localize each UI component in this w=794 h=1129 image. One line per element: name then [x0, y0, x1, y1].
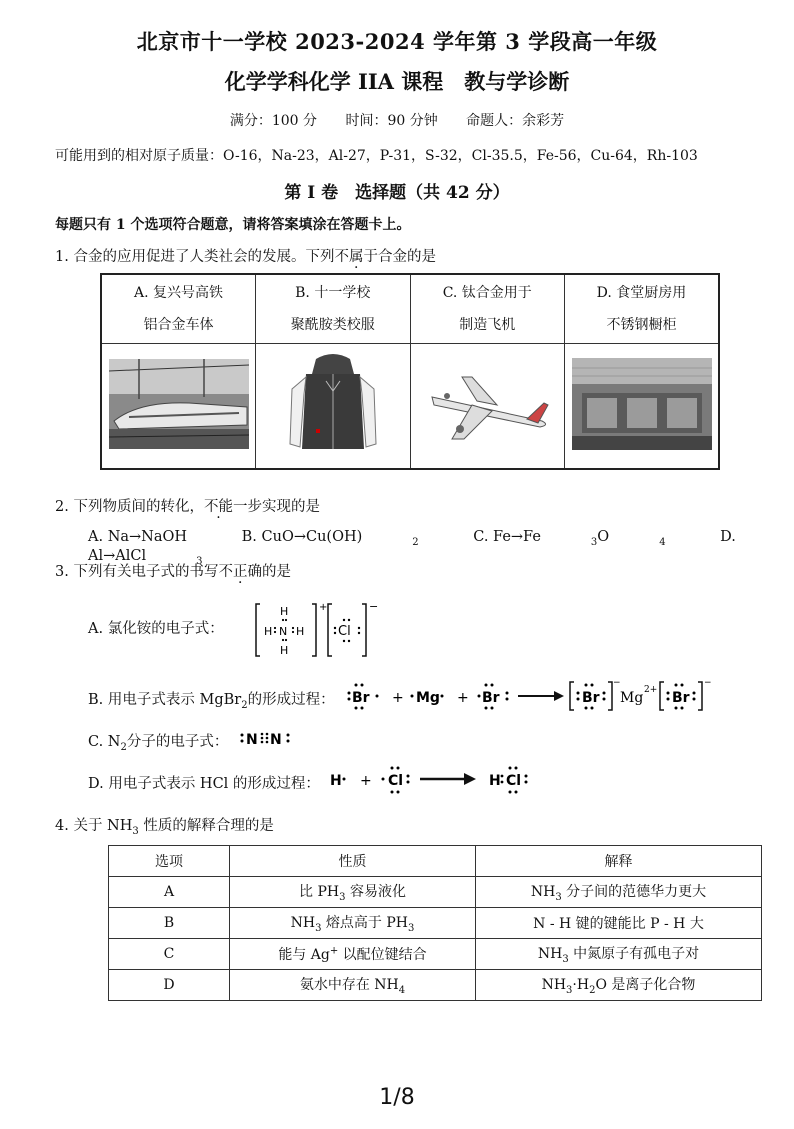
q4-header-explanation: 解释	[476, 846, 762, 877]
svg-text:N: N	[270, 732, 282, 748]
exam-time: 时间：90 分钟	[345, 113, 438, 129]
q4-table	[108, 845, 762, 1001]
exam-subtitle: 化学学科化学 IIA 课程 教与学诊断	[224, 69, 570, 94]
q4-property-cell: 比 $PH_3$ 容易液化	[230, 877, 476, 908]
exam-author: 命题人：余彩芳	[466, 113, 565, 129]
q2-option-b: B. CuO→Cu(OH) $_2$	[241, 529, 419, 548]
q2-stem-text-end: 一步实现的是	[232, 499, 320, 515]
svg-text:H: H	[264, 625, 273, 638]
q1-stem	[55, 245, 436, 266]
q2-stem-text: 2. 下列物质间的转化，	[55, 499, 204, 515]
svg-text:H: H	[330, 773, 342, 789]
q4-header-row	[109, 846, 762, 877]
q4-explanation-cell: $NH_3$ 分子间的范德华力更大	[476, 877, 762, 908]
q3-option-a-label: A. 氯化铵的电子式：	[88, 621, 224, 637]
svg-text:−: −	[704, 678, 712, 688]
svg-text:H: H	[280, 605, 289, 618]
atomic-masses: 可能用到的相对原子质量：O-16，Na-23，Al-27，P-31，S-32，Cl-35.5，Fe-56，Cu-64，Rh-103	[55, 148, 698, 164]
instruction: 每题只有 1 个选项符合题意，请将答案填涂在答题卡上。	[55, 217, 411, 233]
q3-option-c-label: C. $N_2$分子的电子式：	[88, 734, 229, 753]
uniform-image	[256, 344, 411, 470]
q4-explanation-cell: N - H 键的键能比 P - H 大	[476, 908, 762, 939]
svg-text:+: +	[319, 602, 328, 613]
svg-text:H: H	[280, 644, 289, 657]
train-image	[101, 344, 256, 470]
q4-header-property: 性质	[230, 846, 476, 877]
q4-explanation-cell: $NH_3\cdot H_2O$ 是离子化合物	[476, 970, 762, 1001]
q2-option-a: A. Na→NaOH	[88, 529, 188, 545]
svg-text:Mg: Mg	[416, 690, 440, 706]
q1-option-a: A. 复兴号高铁 铝合金车体	[101, 274, 256, 344]
kitchen-image	[565, 344, 720, 470]
airplane-image	[410, 344, 565, 470]
q1-options-table	[100, 273, 720, 470]
svg-text:+: +	[457, 690, 469, 706]
q3-option-d-label: D. 用电子式表示 HCl 的形成过程：	[88, 776, 320, 792]
svg-text:Br: Br	[672, 690, 690, 706]
q1-stem-text-end: 合金的是	[377, 249, 436, 265]
table-row	[109, 908, 762, 939]
svg-text:Cl: Cl	[338, 624, 351, 639]
svg-text:Br: Br	[352, 690, 370, 706]
svg-text:H: H	[296, 625, 305, 638]
q4-property-cell: 能与 Ag+ 以配位键结合	[230, 939, 476, 970]
svg-text:Mg: Mg	[620, 690, 644, 706]
svg-text:N: N	[246, 732, 258, 748]
exam-meta	[0, 110, 794, 130]
svg-text:−: −	[369, 600, 379, 613]
svg-text:−: −	[613, 678, 621, 688]
n2-lewis-structure	[236, 726, 306, 750]
q3-stem-text: 3. 下列有关电子式的书写	[55, 564, 219, 580]
exam-title: 北京市十一学校 2023-2024 学年第 3 学段高一年级	[136, 29, 658, 54]
table-row	[109, 877, 762, 908]
q4-property-cell: 氨水中存在 $NH_4$	[230, 970, 476, 1001]
q1-stem-text: 1. 合金的应用促进了人类社会的发展。下列	[55, 249, 335, 265]
q2-emphasis: 不能	[203, 499, 233, 515]
svg-text:Br: Br	[582, 690, 600, 706]
q4-stem: 4. 关于 $NH_3$ 性质的解释合理的是	[55, 818, 274, 837]
q4-option-cell: B	[109, 908, 230, 939]
svg-text:Cl: Cl	[506, 773, 522, 789]
q4-option-cell: C	[109, 939, 230, 970]
ammonium-chloride-lewis-structure	[250, 598, 380, 662]
page-number: 1/8	[379, 1085, 415, 1110]
q1-emphasis: 不属于	[334, 249, 378, 265]
q4-property-cell: $NH_3$ 熔点高于 $PH_3$	[230, 908, 476, 939]
q4-option-cell: A	[109, 877, 230, 908]
svg-text:N: N	[279, 625, 288, 638]
section-heading: 第 I 卷 选择题（共 42 分）	[284, 183, 510, 203]
svg-text:H: H	[489, 773, 501, 789]
q2-option-c: C. Fe→Fe $_3$O $_4$	[473, 529, 666, 548]
q4-header-option: 选项	[109, 846, 230, 877]
q1-option-b: B. 十一学校 聚酰胺类校服	[256, 274, 411, 344]
q3-stem-text-end: 的是	[261, 564, 291, 580]
q1-option-c: C. 钛合金用于 制造飞机	[410, 274, 565, 344]
svg-text:2+: 2+	[644, 685, 658, 695]
q3-emphasis: 不正确	[218, 564, 262, 580]
q3-option-b-label: B. 用电子式表示 MgBr$_2$的形成过程：	[88, 692, 335, 711]
mgbr2-formation-process	[342, 676, 714, 718]
q2-stem	[55, 495, 320, 516]
svg-text:Br: Br	[482, 690, 500, 706]
q2-option-d: D. Al→AlCl $_3$	[88, 529, 736, 567]
q3-stem	[55, 560, 291, 581]
hcl-formation-process	[326, 760, 546, 800]
svg-text:+: +	[392, 690, 404, 706]
full-score: 满分：100 分	[229, 113, 317, 129]
q1-option-d: D. 食堂厨房用 不锈钢橱柜	[565, 274, 720, 344]
q4-explanation-cell: $NH_3$ 中氮原子有孤电子对	[476, 939, 762, 970]
svg-text:+: +	[360, 773, 372, 789]
table-row	[109, 970, 762, 1001]
table-row	[109, 939, 762, 970]
svg-text:Cl: Cl	[388, 773, 404, 789]
q4-option-cell: D	[109, 970, 230, 1001]
